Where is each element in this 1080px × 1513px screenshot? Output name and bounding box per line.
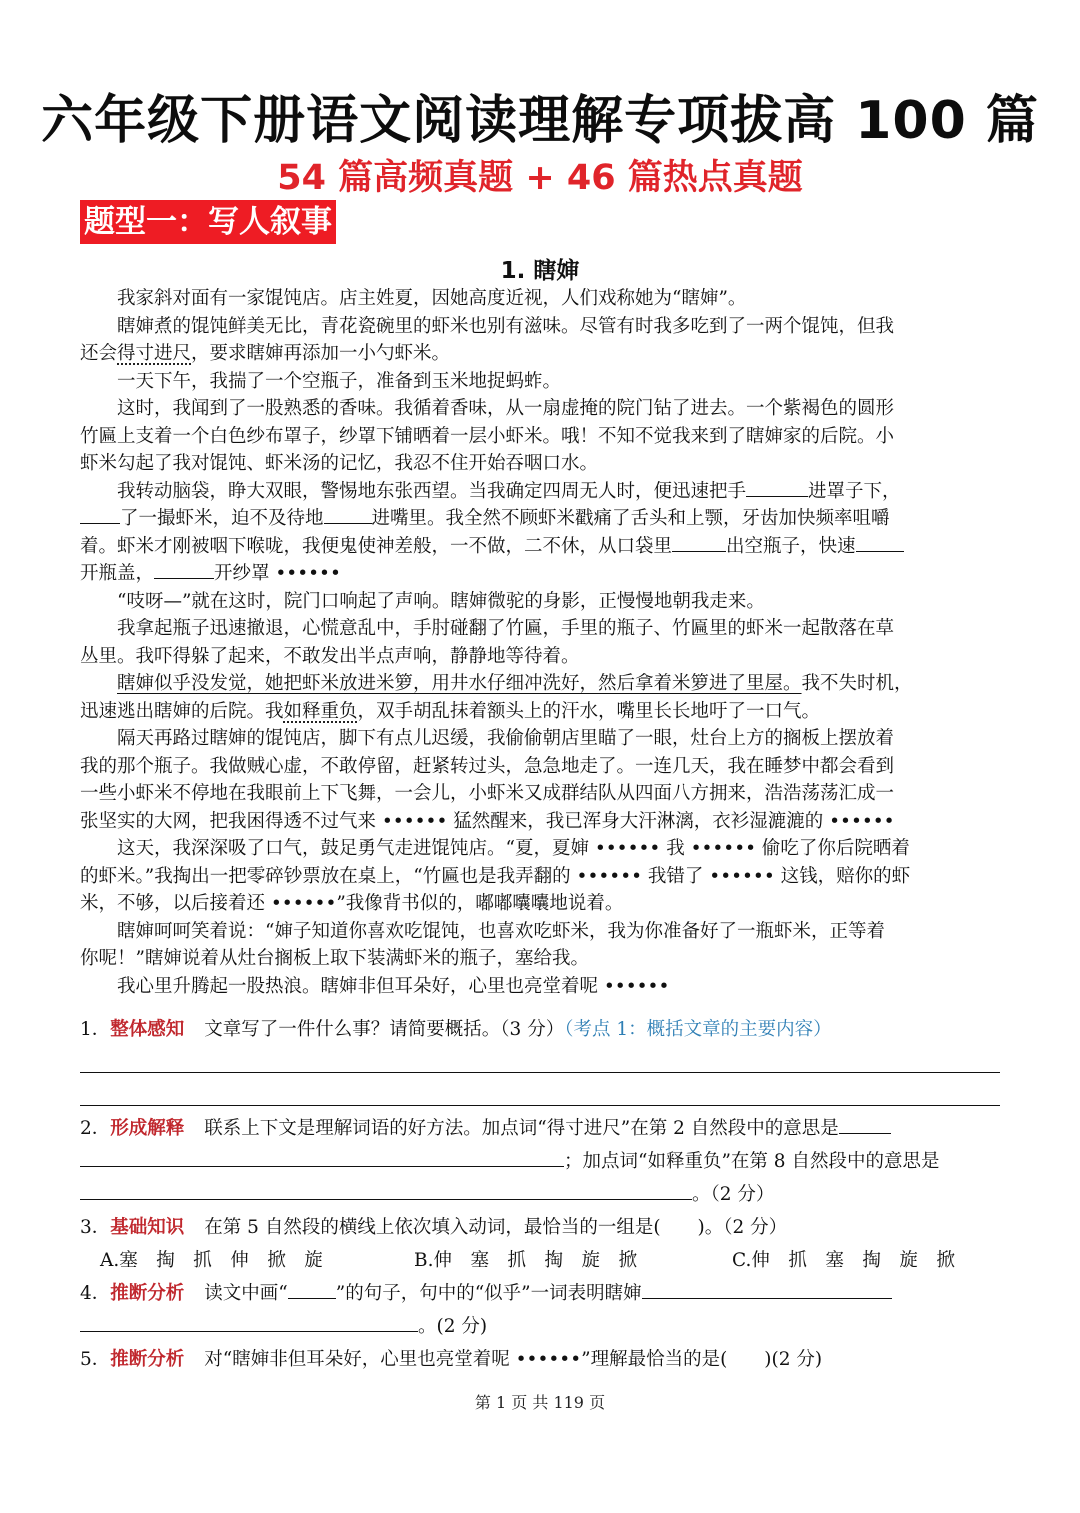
question-4-line-2: 。(2 分) — [80, 1311, 1000, 1343]
dotted-word: 得寸进尺 — [117, 343, 192, 364]
fill-blank — [746, 478, 808, 497]
answer-blank[interactable] — [80, 1313, 418, 1332]
paragraph-12: 我心里升腾起一股热浪。瞎婶非但耳朵好，心里也亮堂着呢 •••••• — [117, 975, 670, 997]
answer-blank[interactable] — [642, 1280, 892, 1299]
page-footer: 第 1 页 共 119 页 — [474, 1393, 606, 1412]
question-2-line-2: ；加点词“如释重负”在第 8 自然段中的意思是 — [80, 1146, 1000, 1178]
fill-blank — [672, 533, 726, 552]
paragraph-5: 我转动脑袋，睁大双眼，警惕地东张西望。当我确定四周无人时，便迅速把手 进罩子下， 了一撮虾米，迫不及待地 进嘴里。我全然不顾虾米戳痛了舌头和上颚，牙齿加快频率咀嚼 着。虾米才刚被咽下喉咙，我便鬼使神差般，一不做，二不休，从口袋里 出空瓶子，快速 开瓶盖， 开纱罩 •••••• — [80, 478, 1000, 588]
question-hint: （考点 1：概括文章的主要内容） — [564, 1019, 832, 1040]
paragraph-4: 这时，我闻到了一股熟悉的香味。我循着香味，从一扇虚掩的院门钻了进去。一个紫褐色的圆形 竹匾上支着一个白色纱布罩子，纱罩下铺晒着一层小虾米。哦！不知不觉我来到了瞎婶家的后院。小 虾米勾起了我对馄饨、虾米汤的记忆，我忍不住开始吞咽口水。 — [80, 398, 895, 474]
fill-blank — [154, 560, 214, 579]
paragraph-2: 瞎婶煮的馄饨鲜美无比，青花瓷碗里的虾米也别有滋味。尽管有时我多吃到了一两个馄饨，但我 还会得寸进尺，要求瞎婶再添加一小勺虾米。 — [80, 315, 895, 364]
fill-blank — [324, 505, 372, 524]
paragraph-10: 这天，我深深吸了口气，鼓足勇气走进馄饨店。“夏，夏婶 •••••• 我 •••••• 偷吃了你后院晒着 的虾米。”我掏出一把零碎钞票放在桌上，“竹匾也是我弄翻的 •••••• 我错了 •••••• 这钱，赔你的虾 米，不够，以后接着还 ••••••”我像背书似的，嘟嘟囔囔地说着。 — [80, 838, 911, 914]
question-1: 1．整体感知 文章写了一件什么事？请简要概括。（3 分）（考点 1：概括文章的主要内容） — [80, 1014, 1000, 1046]
fill-blank — [856, 533, 904, 552]
paragraph-9: 隔天再路过瞎婶的馄饨店，脚下有点儿迟缓，我偷偷朝店里瞄了一眼，灶台上方的搁板上摆放着 我的那个瓶子。我做贼心虚，不敢停留，赶紧转过头，急急地走了。一连几天，我在睡梦中都会看到 一些小虾米不停地在我眼前上下飞舞，一会儿，小虾米又成群结队从四面八方拥来，浩浩荡荡汇成一 张坚实的大网，把我困得透不过气来 •••••• 猛然醒来，我已浑身大汗淋漓，衣衫湿漉漉的 •••••• — [80, 728, 895, 832]
answer-line[interactable] — [80, 1072, 1000, 1073]
question-tag: 基础知识 — [110, 1217, 185, 1238]
paragraph-11: 瞎婶呵呵笑着说：“婶子知道你喜欢吃馄饨，也喜欢吃虾米，我为你准备好了一瓶虾米，正等着 你呢！”瞎婶说着从灶台搁板上取下装满虾米的瓶子，塞给我。 — [80, 920, 885, 969]
answer-blank[interactable] — [80, 1181, 692, 1200]
question-3-options — [100, 1245, 955, 1277]
question-tag: 整体感知 — [110, 1019, 185, 1040]
underlined-sentence: 瞎婶似乎没发觉，她把虾米放进米箩，用井水仔细冲洗好，然后拿着米箩进了里屋。 — [117, 673, 802, 694]
fill-blank — [80, 505, 120, 524]
paragraph-1: 我家斜对面有一家馄饨店。店主姓夏，因她高度近视，人们戏称她为“瞎婶”。 — [117, 288, 747, 309]
main-title: 六年级下册语文阅读理解专项拔高 100 篇 — [41, 91, 1039, 151]
question-5: 5．推断分析 对“瞎婶非但耳朵好，心里也亮堂着呢 ••••••”理解最恰当的是( )(2 分) — [80, 1344, 1000, 1376]
sub-title: 54 篇高频真题 + 46 篇热点真题 — [277, 158, 803, 198]
paragraph-7: 我拿起瓶子迅速撤退，心慌意乱中，手肘碰翻了竹匾，手里的瓶子、竹匾里的虾米一起散落在草 丛里。我吓得躲了起来，不敢发出半点声响，静静地等待着。 — [80, 618, 895, 667]
question-tag: 推断分析 — [110, 1283, 185, 1304]
paragraph-6: “吱呀—”就在这时，院门口响起了声响。瞎婶微驼的身影，正慢慢地朝我走来。 — [117, 590, 765, 612]
question-tag: 形成解释 — [110, 1118, 185, 1139]
option-c[interactable]: C.伸 抓 塞 掏 旋 掀 — [732, 1250, 955, 1271]
article-title: 1. 瞎婶 — [500, 258, 580, 284]
answer-line[interactable] — [80, 1105, 1000, 1106]
underline-sample — [288, 1280, 336, 1299]
question-tag: 推断分析 — [110, 1349, 185, 1370]
option-b[interactable]: B.伸 塞 抓 掏 旋 掀 — [414, 1250, 637, 1271]
paragraph-3: 一天下午，我揣了一个空瓶子，准备到玉米地捉蚂蚱。 — [117, 370, 562, 392]
option-a[interactable]: A.塞 掏 抓 伸 掀 旋 — [100, 1250, 323, 1271]
dotted-word: 如释重负 — [283, 700, 358, 722]
story-body — [80, 285, 1000, 1000]
question-3: 3．基础知识 在第 5 自然段的横线上依次填入动词，最恰当的一组是( )。（2 分） — [80, 1212, 1000, 1244]
question-2: 2．形成解释 联系上下文是理解词语的好方法。加点词“得寸进尺”在第 2 自然段中的意思是 — [80, 1113, 1000, 1145]
answer-blank[interactable] — [80, 1148, 564, 1167]
question-2-line-3: 。（2 分） — [80, 1179, 1000, 1211]
paragraph-8: 瞎婶似乎没发觉，她把虾米放进米箩，用井水仔细冲洗好，然后拿着米箩进了里屋。我不失时机， 迅速逃出瞎婶的后院。我如释重负，双手胡乱抹着额头上的汗水，嘴里长长地吁了一口气。 — [80, 673, 913, 722]
answer-blank[interactable] — [839, 1115, 891, 1134]
section-banner: 题型一：写人叙事 — [80, 200, 336, 244]
question-4: 4．推断分析 读文中画“ ”的句子，句中的“似乎”一词表明瞎婶 — [80, 1278, 1000, 1310]
